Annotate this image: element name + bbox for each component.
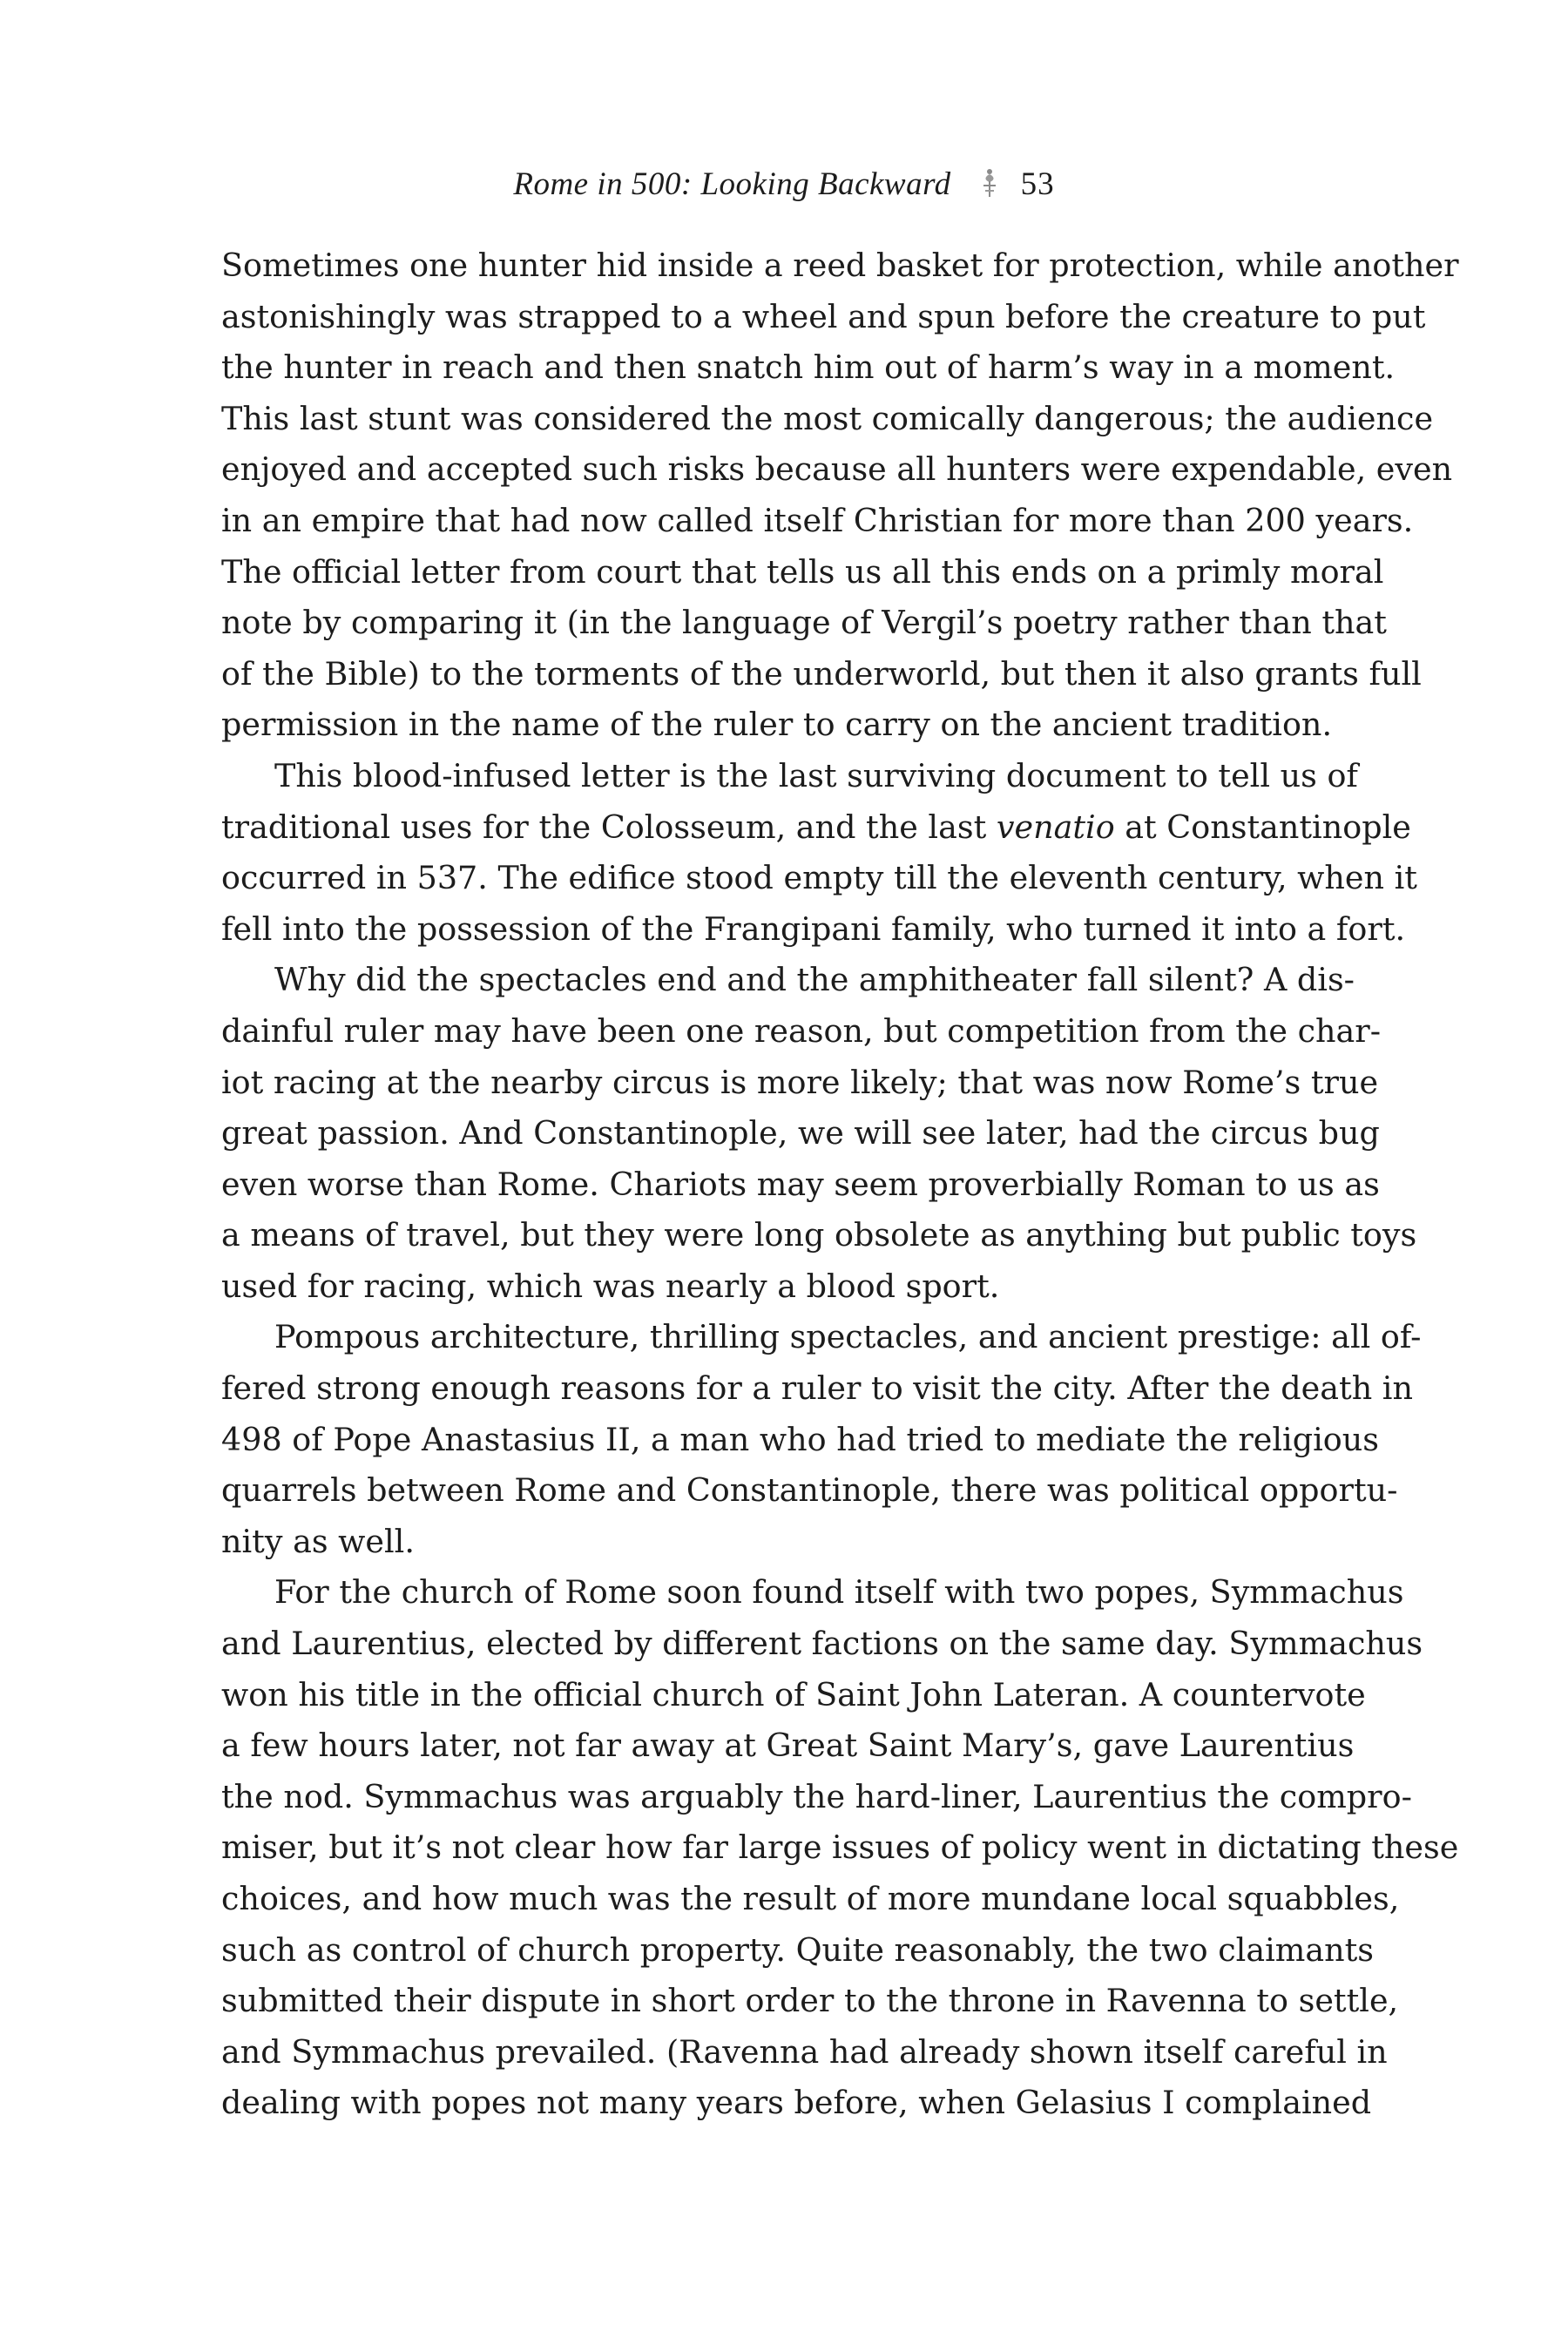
text-line: great passion. And Constantinople, we will see later, had the circus bug <box>221 1114 1380 1152</box>
text-line: Sometimes one hunter hid inside a reed basket for protection, while another <box>221 247 1459 284</box>
text-line: miser, but it’s not clear how far large issues of policy went in dictating these <box>221 1828 1459 1867</box>
text-line: astonishingly was strapped to a wheel and spun before the creature to put <box>221 297 1426 335</box>
text-line: 498 of Pope Anastasius II, a man who had tried to mediate the religious <box>221 1420 1379 1458</box>
text-line: of the Bible) to the torments of the underworld, but then it also grants full <box>221 654 1422 693</box>
text-line: the nod. Symmachus was arguably the hard-liner, Laurentius the compro- <box>221 1777 1412 1815</box>
text-line: enjoyed and accepted such risks because all hunters were expendable, even <box>221 450 1453 489</box>
fleuron-icon <box>981 168 998 199</box>
running-head-title: Rome in 500: Looking Backward <box>513 166 951 202</box>
text-line: occurred in 537. The edifice stood empty till the eleventh century, when it <box>221 859 1417 897</box>
text-segment: at Constantinople <box>1114 808 1411 846</box>
text-line: quarrels between Rome and Constantinople, there was political opportu- <box>221 1471 1398 1510</box>
paragraph <box>221 240 1459 751</box>
text-line: iot racing at the nearby circus is more likely; that was now Rome’s true <box>221 1063 1379 1101</box>
text-line: in an empire that had now called itself Christian for more than 200 years. <box>221 501 1414 539</box>
text-line: such as control of church property. Quite reasonably, the two claimants <box>221 1930 1375 1969</box>
text-line: the hunter in reach and then snatch him out of harm’s way in a moment. <box>221 348 1396 387</box>
paragraph <box>221 751 1417 955</box>
text-line: used for racing, which was nearly a blood sport. <box>221 1267 1000 1305</box>
paragraph <box>221 1567 1459 2129</box>
text-line: For the church of Rome soon found itself with two popes, Symmachus <box>274 1573 1404 1612</box>
text-line: Pompous architecture, thrilling spectacles, and ancient prestige: all of- <box>274 1318 1422 1356</box>
text-line: permission in the name of the ruler to carry on the ancient tradition. <box>221 706 1333 744</box>
text-line: This blood-infused letter is the last surviving document to tell us of <box>274 756 1358 794</box>
text-line: and Laurentius, elected by different factions on the same day. Symmachus <box>221 1625 1423 1663</box>
text-line: and Symmachus prevailed. (Ravenna had already shown itself careful in <box>221 2032 1388 2071</box>
text-line: fell into the possession of the Frangipani family, who turned it into a fort. <box>221 909 1406 948</box>
text-segment: traditional uses for the Colosseum, and the last <box>221 808 997 846</box>
text-line: fered strong enough reasons for a ruler to visit the city. After the death in <box>221 1369 1413 1408</box>
paragraph <box>221 1312 1422 1567</box>
page-number: 53 <box>1020 166 1055 202</box>
body-text <box>221 240 1459 2129</box>
text-line: dealing with popes not many years before, when Gelasius I complained <box>221 2084 1372 2122</box>
running-head <box>0 164 1568 206</box>
text-line: a few hours later, not far away at Great Saint Mary’s, gave Laurentius <box>221 1727 1355 1765</box>
text-line <box>221 802 1411 854</box>
text-line: nity as well. <box>221 1522 415 1560</box>
text-line: note by comparing it (in the language of Vergil’s poetry rather than that <box>221 604 1387 642</box>
paragraph <box>221 955 1417 1312</box>
italic-term: venatio <box>996 808 1115 846</box>
text-line: The official letter from court that tells us all this ends on a primly moral <box>221 552 1384 591</box>
text-line: a means of travel, but they were long obsolete as anything but public toys <box>221 1216 1417 1254</box>
text-line: choices, and how much was the result of more mundane local squabbles, <box>221 1880 1400 1917</box>
text-line: Why did the spectacles end and the amphitheater fall silent? A dis- <box>274 961 1355 999</box>
text-line: This last stunt was considered the most comically dangerous; the audience <box>221 399 1434 437</box>
text-line: submitted their dispute in short order to the throne in Ravenna to settle, <box>221 1982 1399 2020</box>
text-line: won his title in the official church of Saint John Lateran. A countervote <box>221 1675 1366 1713</box>
text-line: dainful ruler may have been one reason, but competition from the char- <box>221 1011 1382 1050</box>
text-line: even worse than Rome. Chariots may seem proverbially Roman to us as <box>221 1165 1380 1203</box>
